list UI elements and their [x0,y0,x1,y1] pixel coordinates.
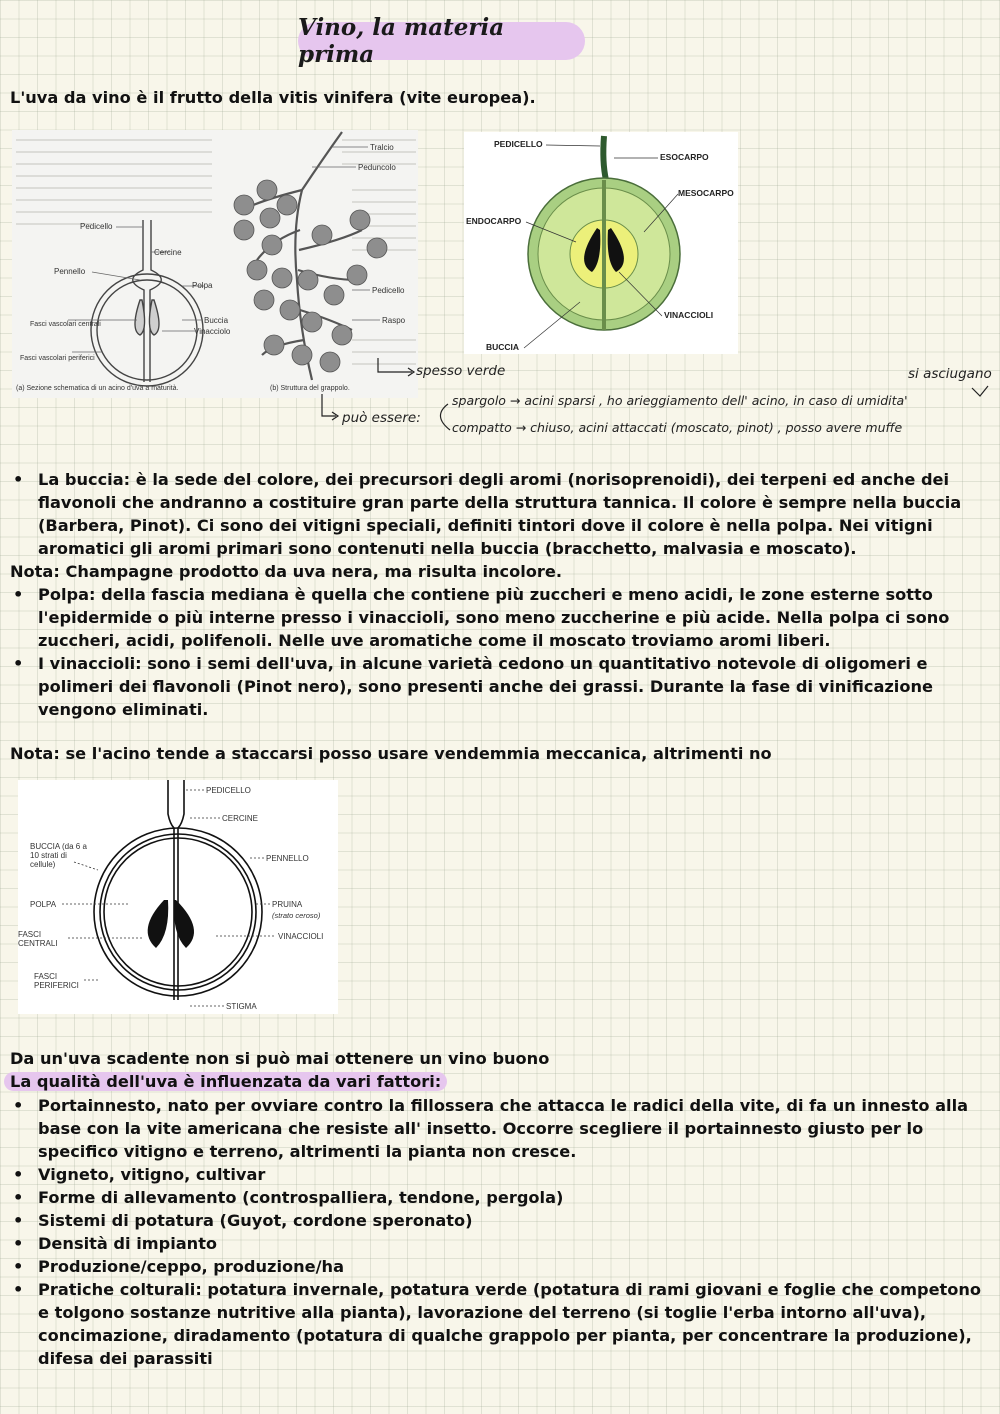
label-pedicello: Pedicello [80,222,113,231]
list-item: • I vinaccioli: sono i semi dell'uva, in alcune varietà cedono un quantitativo notevole di oligomeri e polimeri dei flavonoli (Pinot nero), sono presenti anche dei grassi. Durante la fase di vinificazione vengono eliminati. [13,654,933,719]
factors-list [10,1094,985,1370]
label-d-vinaccioli: VINACCIOLI [278,932,324,941]
note-spesso-verde: spesso verde [416,363,506,379]
note-si-asciugano: si asciugano [908,366,992,382]
statement-text: Da un'uva scadente non si può mai ottenere un vino buono [10,1049,550,1068]
label-c-pedicello: PEDICELLO [494,139,543,149]
label-endocarpo: ENDOCARPO [466,216,522,226]
label-d-pedicello: PEDICELLO [206,786,251,795]
label-d-fasci-periferici: FASCI PERIFERICI [34,972,79,990]
caption-b: (b) Struttura del grappolo. [270,385,350,392]
list-item: • Pratiche colturali: potatura invernale, potatura verde (potatura di rami giovani e foglie che competono e tolgono sostanze nutritive alla pianta), lavorazione del terreno (si toglie l'erba intorno all'uva), concimazione, diradamento (potatura di qualche grappolo per pianta, per concentrare la produzione), difesa dei parassiti [13,1280,982,1368]
bullets-buccia [10,468,985,560]
label-vinacciolo: Vinacciolo [194,327,231,336]
label-d-polpa: POLPA [30,900,57,909]
label-d-strato-ceroso: (strato ceroso) [272,911,321,920]
figure-bw-section [18,780,338,1014]
list-item: • Produzione/ceppo, produzione/ha [13,1257,344,1276]
list-item: • La buccia: è la sede del colore, dei precursori degli aromi (norisoprenoidi), dei terpeni ed anche dei flavonoli che andranno a costituire gran parte della struttura tannica. Il colore è sempre nella buccia (Barbera, Pinot). Ci sono dei vitigni speciali, definiti tintori dove il colore è nella polpa. Nei vitigni aromatici gli aromi primari sono contenuti nella buccia (bracchetto, malvasia e moscato). [13,470,962,558]
label-pennello: Pennello [54,267,86,276]
list-item: • Polpa: della fascia mediana è quella che contiene più zuccheri e meno acidi, le zone esterne sotto l'epidermide o più interne presso i vinaccioli, sono meno zuccherine e più acide. Nella polpa ci sono zuccheri, acidi, polifenoli. Nelle uve aromatiche come il moscato troviamo aromi liberi. [13,585,950,650]
note-puo-essere: può essere: [342,410,421,426]
page-title: Vino, la materia prima [298,22,585,60]
label-cercine: Cercine [154,248,182,257]
highlight-fattori: La qualità dell'uva è influenzata da vari fattori: [4,1070,447,1093]
label-d-fasci-centrali: FASCI CENTRALI [18,930,58,948]
note-compatto: compatto → chiuso, acini attaccati (moscato, pinot) , posso avere muffe [452,420,903,435]
figure-colored-section [464,132,738,354]
list-item: • Sistemi di potatura (Guyot, cordone speronato) [13,1211,473,1230]
label-c-buccia: BUCCIA [486,342,520,352]
label-d-buccia: BUCCIA (da 6 a 10 strati di cellule) [30,842,87,869]
label-d-pruina: PRUINA [272,900,303,909]
nota-champagne: Nota: Champagne prodotto da uva nera, ma risulta incolore. [10,562,563,581]
label-pedicello-b: Pedicello [372,286,405,295]
label-buccia: Buccia [204,316,229,325]
caption-a: (a) Sezione schematica di un acino d'uva a maturità. [16,385,179,392]
list-item: • Forme di allevamento (controspalliera, tendone, pergola) [13,1188,564,1207]
list-item: • Portainnesto, nato per ovviare contro la fillossera che attacca le radici della vite, di fa un innesto alla base con la vite americana che resiste all' insetto. Occorre scegliere il portainnesto giusto per lo specifico vitigno e terreno, altrimenti la pianta non cresce. [13,1096,969,1161]
bullets-polpa-vinaccioli [10,583,985,721]
list-item: • Vigneto, vitigno, cultivar [13,1165,266,1184]
label-peduncolo: Peduncolo [358,163,396,172]
label-tralcio: Tralcio [370,143,394,152]
label-esocarpo: ESOCARPO [660,152,709,162]
label-raspo: Raspo [382,316,406,325]
label-d-pennello: PENNELLO [266,854,309,863]
label-polpa: Polpa [192,281,213,290]
list-item: • Densità di impianto [13,1234,218,1253]
label-vinaccioli: VINACCIOLI [664,310,714,320]
label-mesocarpo: MESOCARPO [678,188,734,198]
label-fasci-centrali: Fasci vascolari centrali [30,321,101,328]
label-d-cercine: CERCINE [222,814,259,823]
label-d-stigma: STIGMA [226,1002,257,1011]
note-spargolo: spargolo → acini sparsi , ho arieggiamento dell' acino, in caso di umidita' [452,393,908,408]
label-fasci-periferici: Fasci vascolari periferici [20,355,95,362]
intro-text: L'uva da vino è il frutto della vitis vinifera (vite europea). [10,88,536,107]
nota-vendemmia: Nota: se l'acino tende a staccarsi posso usare vendemmia meccanica, altrimenti no [10,744,772,763]
